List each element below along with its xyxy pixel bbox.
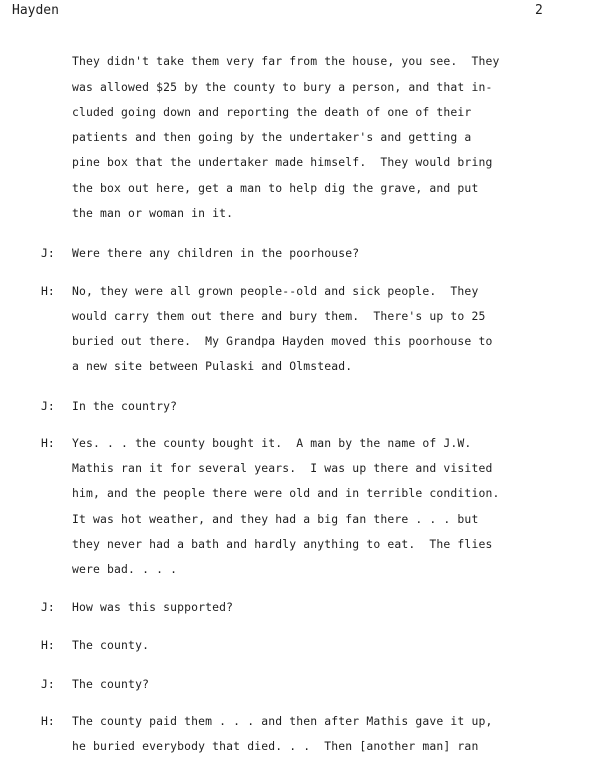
text-line: him, and the people there were old and in terrible condition. bbox=[72, 486, 500, 500]
text-line: they never had a bath and hardly anything to eat. The flies bbox=[72, 537, 493, 551]
text-line: the box out here, get a man to help dig the grave, and put bbox=[72, 181, 479, 195]
text-line: Mathis ran it for several years. I was up there and visited bbox=[72, 461, 493, 475]
text-line: How was this supported? bbox=[72, 600, 234, 614]
text-line: were bad. . . . bbox=[72, 562, 178, 576]
text-line: pine box that the undertaker made himself. They would bring bbox=[72, 155, 493, 169]
speaker-label: H: bbox=[41, 284, 55, 298]
speaker-label: H: bbox=[41, 638, 55, 652]
text-line: the man or woman in it. bbox=[72, 206, 234, 220]
text-line: The county? bbox=[72, 677, 150, 691]
text-line: The county paid them . . . and then after Mathis gave it up, bbox=[72, 714, 493, 728]
speaker-label: J: bbox=[41, 246, 55, 260]
header-name: Hayden bbox=[12, 3, 59, 18]
text-line: In the country? bbox=[72, 399, 178, 413]
page-number: 2 bbox=[535, 3, 543, 18]
text-line: Yes. . . the county bought it. A man by the name of J.W. bbox=[72, 436, 472, 450]
text-line: cluded going down and reporting the death of one of their bbox=[72, 105, 472, 119]
text-line: It was hot weather, and they had a big fan there . . . but bbox=[72, 512, 479, 526]
text-line: was allowed $25 by the county to bury a person, and that in- bbox=[72, 80, 493, 94]
text-line: he buried everybody that died. . . Then [another man] ran bbox=[72, 739, 479, 753]
text-line: They didn't take them very far from the house, you see. They bbox=[72, 54, 500, 68]
speaker-label: J: bbox=[41, 600, 55, 614]
text-line: would carry them out there and bury them. There's up to 25 bbox=[72, 309, 486, 323]
speaker-label: J: bbox=[41, 399, 55, 413]
text-line: No, they were all grown people--old and sick people. They bbox=[72, 284, 479, 298]
speaker-label: J: bbox=[41, 677, 55, 691]
text-line: The county. bbox=[72, 638, 150, 652]
text-line: patients and then going by the undertaker's and getting a bbox=[72, 130, 472, 144]
speaker-label: H: bbox=[41, 436, 55, 450]
text-line: buried out there. My Grandpa Hayden moved this poorhouse to bbox=[72, 334, 493, 348]
speaker-label: H: bbox=[41, 714, 55, 728]
text-line: Were there any children in the poorhouse? bbox=[72, 246, 360, 260]
text-line: a new site between Pulaski and Olmstead. bbox=[72, 359, 353, 373]
